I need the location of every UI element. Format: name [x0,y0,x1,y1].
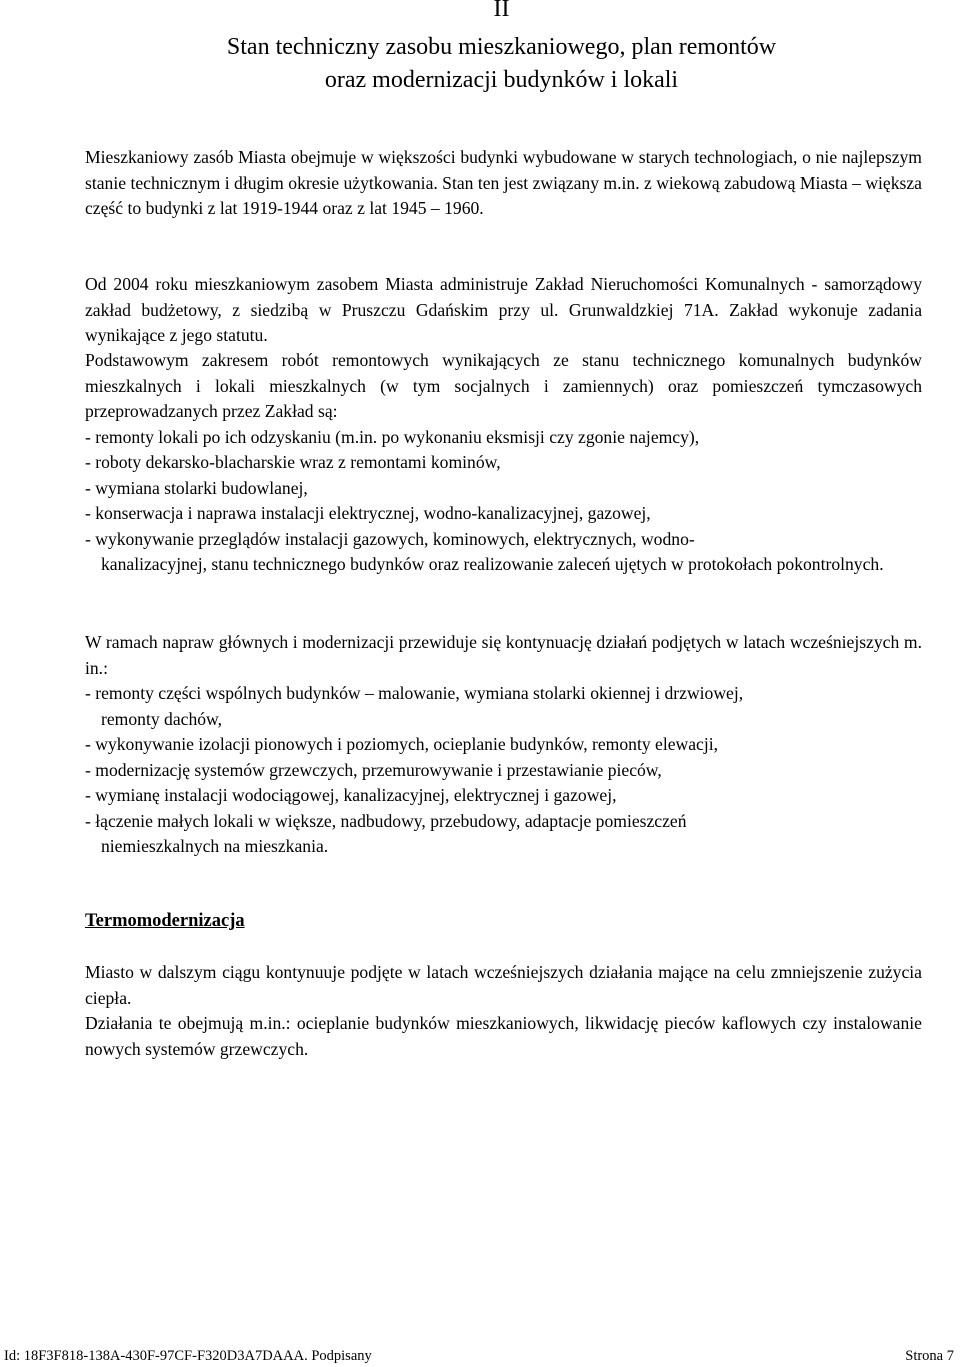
list-item-continuation [85,834,922,860]
list-item: - remonty lokali po ich odzyskaniu (m.in. po wykonaniu eksmisji czy zgonie najemcy), [85,426,700,447]
scope-paragraph: Podstawowym zakresem robót remontowych wynikających ze stanu technicznego komunalnych budynków mieszkalnych i lokali mieszkalnych (w tym socjalnych i zamiennych) oraz pomieszczeń tymczasowych przeprowadzanych przez Zakład są: [85,350,922,421]
admin-paragraph: Od 2004 roku mieszkaniowym zasobem Miasta administruje Zakład Nieruchomości Komunalnych - samorządowy zakład budżetowy, z siedzibą w Pruszczu Gdańskim przy ul. Grunwaldzkiej 71A. Zakład wykonuje zadania wynikające z jego statutu. [85,274,922,345]
document-id: Id: 18F3F818-138A-430F-97CF-F320D3A7DAAA. Podpisany [4,1348,372,1364]
section-heading-termomodernizacja: Termomodernizacja [85,911,245,931]
list-item: - wykonywanie przeglądów instalacji gazowych, kominowych, elektrycznych, wodno- [85,528,695,549]
page-number: Strona 7 [905,1348,954,1364]
list-item: - remonty części wspólnych budynków – malowanie, wymiana stolarki okiennej i drzwiowej, [85,683,744,703]
list-item: - wykonywanie izolacji pionowych i poziomych, ocieplanie budynków, remonty elewacji, [85,734,719,754]
list-item-continuation-text: kanalizacyjnej, stanu technicznego budynków oraz realizowanie zaleceń ujętych w protokołach pokontrolnych. [101,554,884,574]
thermo-paragraph-2: Działania te obejmują m.in.: ocieplanie budynków mieszkaniowych, likwidację pieców kaflowych czy instalowanie nowych systemów grzewczych. [85,1013,922,1059]
list-item: - konserwacja i naprawa instalacji elektrycznej, wodno-kanalizacyjnej, gazowej, [85,503,651,523]
title-line-1: Stan techniczny zasobu mieszkaniowego, plan remontów [226,34,777,60]
page-footer [4,1347,954,1365]
modernization-intro: W ramach napraw głównych i modernizacji przewiduje się kontynuację działań podjętych w latach wcześniejszych m. in.: [85,632,922,678]
list-item-continuation-text: remonty dachów, [101,708,222,729]
list-item: - modernizację systemów grzewczych, przemurowywanie i przestawianie pieców, [85,759,662,780]
scope-section [85,348,922,578]
list-item: - wymianę instalacji wodociągowej, kanalizacyjnej, elektrycznej i gazowej, [85,785,617,805]
modernization-section [85,630,922,860]
list-item-continuation-text: niemieszkalnych na mieszkania. [101,836,329,856]
list-item-continuation [85,707,922,733]
list-item: - łączenie małych lokali w większe, nadbudowy, przebudowy, adaptacje pomieszczeń [85,810,687,831]
intro-paragraph: Mieszkaniowy zasób Miasta obejmuje w większości budynki wybudowane w starych technologiach, o nie najlepszym stanie technicznym i długim okresie użytkowania. Stan ten jest związany m.in. z wiekową zabudową Miasta – większa część to budynki z lat 1919-1944 oraz z lat 1945 – 1960. [85,147,922,218]
list-item: - wymiana stolarki budowlanej, [85,477,308,498]
title-line-2: oraz modernizacji budynków i lokali [324,67,679,93]
page-title [0,31,960,97]
chapter-number: II [493,0,510,22]
thermo-paragraph-1: Miasto w dalszym ciągu kontynuuje podjęte w latach wcześniejszych działania mające na celu zmniejszenie zużycia ciepła. [85,962,922,1008]
list-item-continuation [85,552,922,578]
list-item: - roboty dekarsko-blacharskie wraz z remontami kominów, [85,452,501,472]
